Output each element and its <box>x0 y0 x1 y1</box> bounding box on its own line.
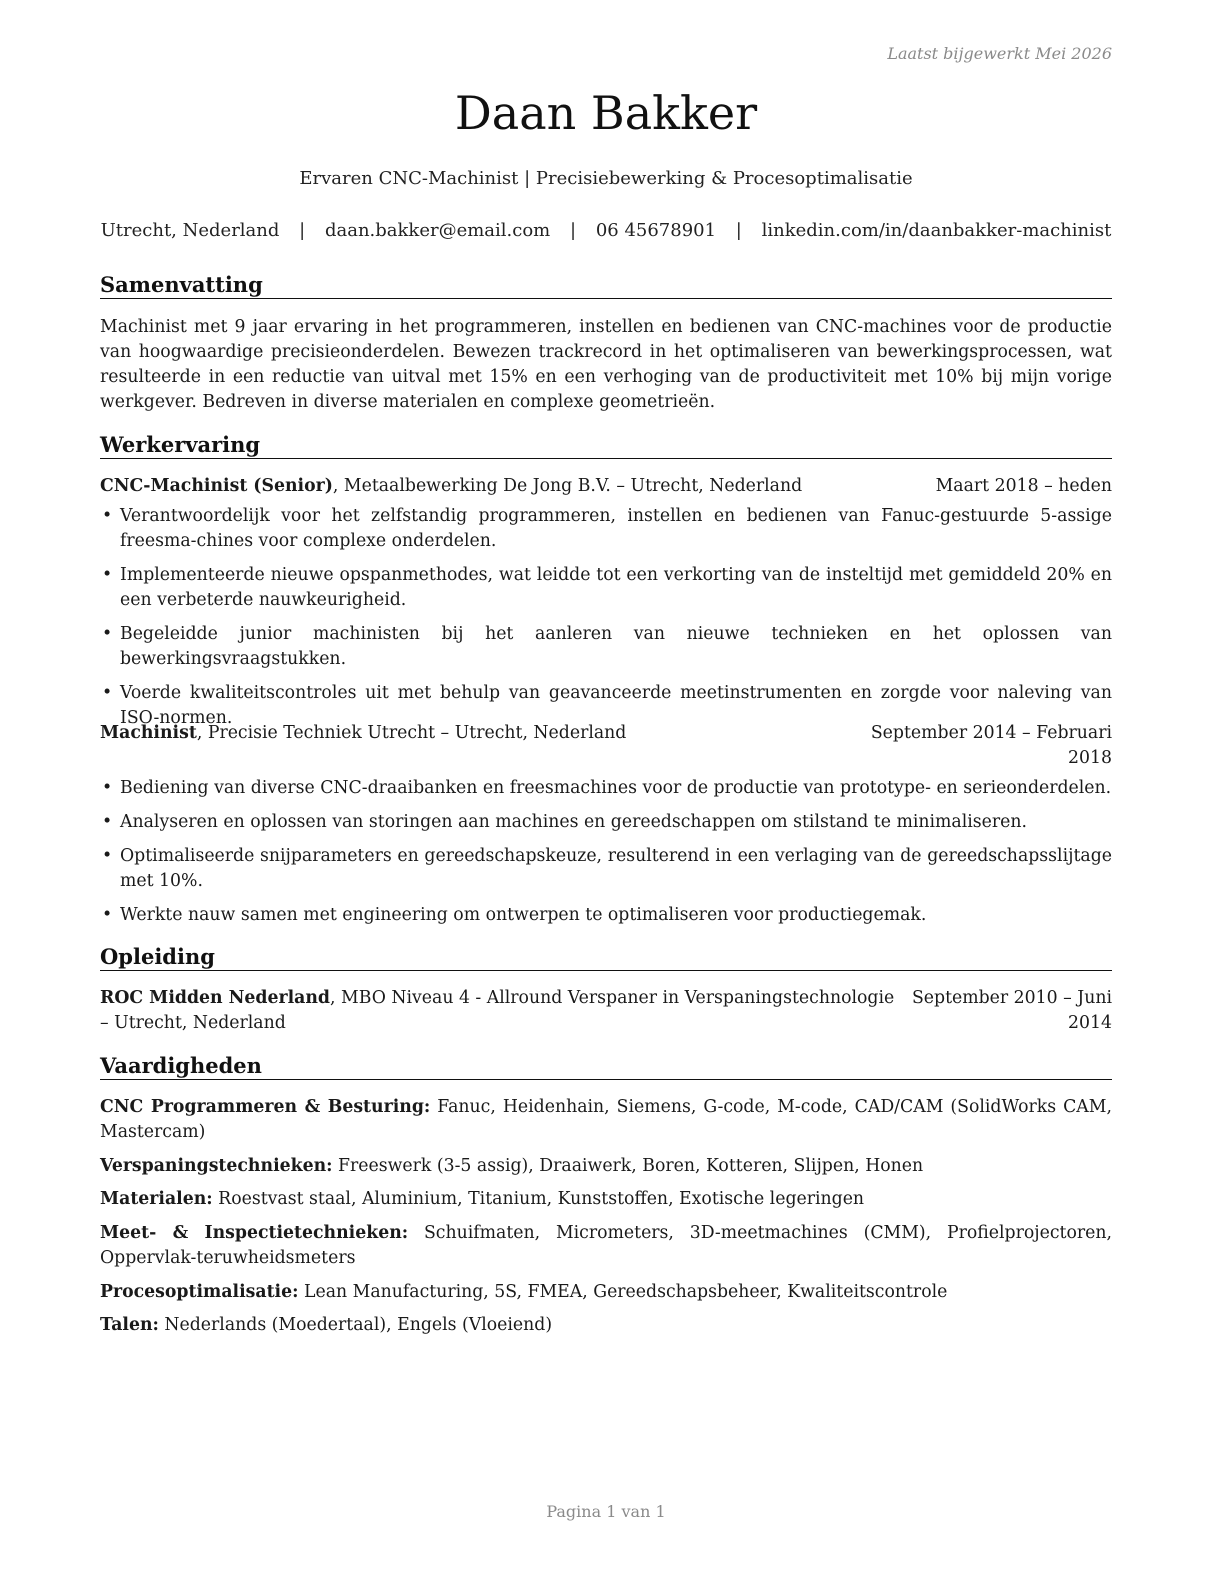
contact-email[interactable]: daan.bakker@email.com <box>324 220 551 241</box>
skill-value: Fanuc, Heidenhain, Siemens, G-code, M-code, CAD/CAM (SolidWorks CAM, Mastercam) <box>100 1097 1112 1142</box>
skill-value: Nederlands (Moedertaal), Engels (Vloeiend) <box>158 1315 553 1335</box>
skill-label: Materialen: <box>100 1189 213 1209</box>
list-item: • Werkte nauw samen met engineering om ontwerpen te optimaliseren voor productiegemak. <box>100 903 1112 928</box>
contact-phone: 06 45678901 <box>595 220 717 241</box>
education-dates <box>912 986 1112 1036</box>
job-company: , Precisie Techniek Utrecht – Utrecht, Nederland <box>196 723 627 743</box>
list-item: • Bediening van diverse CNC-draaibanken en freesmachines voor de productie van prototype- en serieonderdelen. <box>100 776 1112 801</box>
list-item: • Voerde kwaliteitscontroles uit met behulp van geavanceerde meetinstrumenten en zorgde voor naleving van ISO-normen. <box>100 681 1112 731</box>
education-school: ROC Midden Nederland <box>100 988 331 1008</box>
skill-label: Talen: <box>100 1315 159 1335</box>
skill-row <box>100 1280 1112 1305</box>
skill-label: CNC Programmeren & Besturing: <box>100 1097 431 1117</box>
education-program <box>100 986 894 1036</box>
last-updated: Laatst bijgewerkt Mei 2026 <box>887 44 1112 63</box>
skill-label: Meet- & Inspectietechnieken: <box>100 1223 409 1243</box>
education-dates-line: September 2010 – Juni <box>911 988 1112 1008</box>
tagline: Ervaren CNC-Machinist | Precisiebewerking & Procesoptimalisatie <box>299 168 913 189</box>
job-bullets <box>100 504 1112 740</box>
job-dates: Maart 2018 – heden <box>935 476 1112 496</box>
education-program-text: , MBO Niveau 4 - Allround Verspaner in Verspaningstechnologie <box>330 988 895 1008</box>
job-dates-line: September 2014 – Februari <box>870 723 1112 743</box>
skill-row <box>100 1154 1112 1179</box>
skill-row <box>100 1095 1112 1145</box>
education-dates-line: 2014 <box>1068 1013 1112 1033</box>
list-item: • Analyseren en oplossen van storingen aan machines en gereedschappen om stilstand te minimaliseren. <box>100 810 1112 835</box>
skill-value: Freeswerk (3-5 assig), Draaiwerk, Boren, Kotteren, Slijpen, Honen <box>332 1156 924 1176</box>
list-item: • Optimaliseerde snijparameters en gereedschapskeuze, resulterend in een verlaging van de gereedschapsslijtage met 10%. <box>100 844 1112 894</box>
skill-value: Schuifmaten, Micrometers, 3D-meetmachines (CMM), Profielprojectoren, Oppervlak-teruwheidsmeters <box>100 1223 1112 1268</box>
skill-value: Roestvast staal, Aluminium, Titanium, Kunststoffen, Exotische legeringen <box>212 1189 865 1209</box>
skill-label: Procesoptimalisatie: <box>100 1282 299 1302</box>
contact-separator: | <box>735 220 742 241</box>
section-title-experience: Werkervaring <box>100 431 1112 459</box>
section-title-summary: Samenvatting <box>100 271 1112 299</box>
skill-row <box>100 1313 1112 1338</box>
list-item: • Implementeerde nieuwe opspanmethodes, wat leidde tot een verkorting van de insteltijd met gemiddeld 20% en een verbeterde nauwkeurigheid. <box>100 563 1112 613</box>
skill-value: Lean Manufacturing, 5S, FMEA, Gereedschapsbeheer, Kwaliteitscontrole <box>298 1282 948 1302</box>
job-title-line <box>100 721 626 746</box>
list-item: • Verantwoordelijk voor het zelfstandig programmeren, instellen en bedienen van Fanuc-gestuurde 5-assige freesma-chines voor complexe onderdelen. <box>100 504 1112 554</box>
section-title-education: Opleiding <box>100 943 1112 971</box>
contact-separator: | <box>299 220 306 241</box>
job-role: CNC-Machinist (Senior) <box>100 476 333 496</box>
job-company: , Metaalbewerking De Jong B.V. – Utrecht, Nederland <box>332 476 803 496</box>
education-line <box>100 986 894 1011</box>
skill-label: Verspaningstechnieken: <box>100 1156 333 1176</box>
summary-text: Machinist met 9 jaar ervaring in het programmeren, instellen en bedienen van CNC-machines voor de productie van hoogwaardige precisieonderdelen. Bewezen trackrecord in het optimaliseren van bewerkingsprocessen, wat resulteerde in een reductie van uitval met 15% en een verhoging van de productiviteit met 10% bij mijn vorige werkgever. Bedreven in diverse materialen en complexe geometrieën. <box>100 317 1112 412</box>
contact-linkedin[interactable]: linkedin.com/in/daanbakker-machinist <box>761 220 1112 241</box>
candidate-name: Daan Bakker <box>454 86 758 140</box>
job-bullets <box>100 776 1112 937</box>
page-number: Pagina 1 van 1 <box>546 1502 666 1521</box>
list-item: • Begeleidde junior machinisten bij het aanleren van nieuwe technieken en het oplossen van bewerkingsvraagstukken. <box>100 622 1112 672</box>
education-location: – Utrecht, Nederland <box>100 1013 286 1033</box>
contact-separator: | <box>570 220 577 241</box>
contact-location: Utrecht, Nederland <box>100 220 280 241</box>
skill-row <box>100 1187 1112 1212</box>
section-title-skills: Vaardigheden <box>100 1052 1112 1080</box>
job-dates <box>871 721 1112 771</box>
job-dates-line: 2018 <box>1068 748 1112 768</box>
skill-row <box>100 1221 1112 1271</box>
contact-line <box>100 220 1112 241</box>
job-role: Machinist <box>100 723 197 743</box>
job-title-line <box>100 474 802 499</box>
